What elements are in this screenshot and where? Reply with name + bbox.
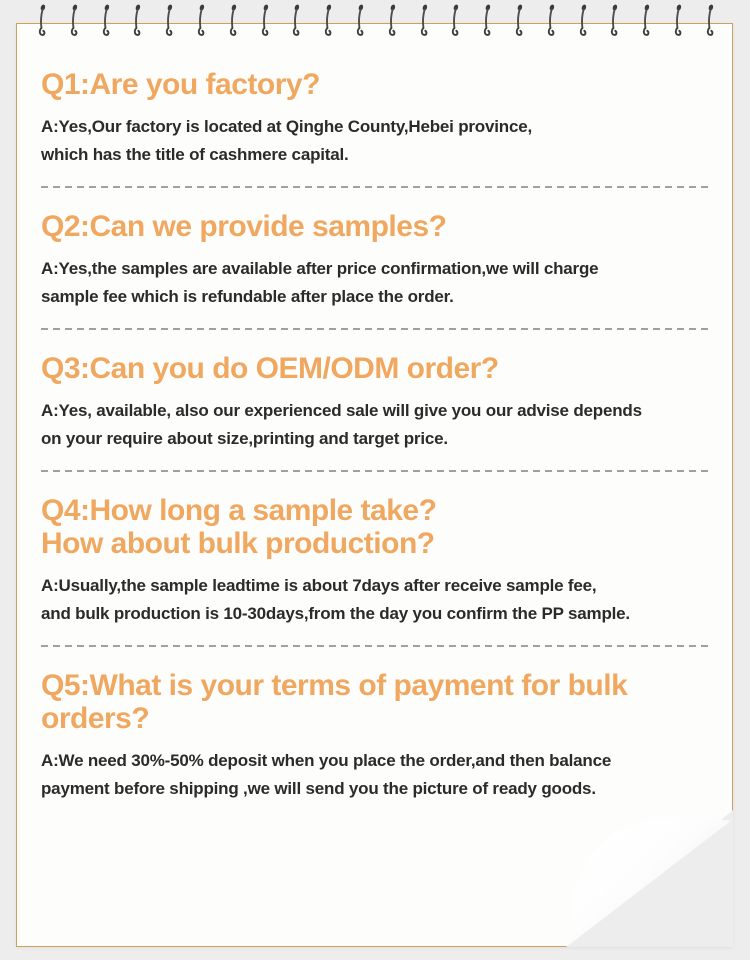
question-line: Q5:What is your terms of payment for bulk [41, 669, 628, 702]
answer-line: and bulk production is 10-30days,from the day you confirm the PP sample. [41, 604, 630, 623]
answer-text [41, 113, 720, 169]
answer-line: A:Yes, available, also our experienced sale will give you our advise depends [41, 401, 642, 420]
answer-line: sample fee which is refundable after place the order. [41, 287, 454, 306]
question-line: orders? [41, 702, 150, 735]
question-heading [41, 210, 720, 243]
faq-item-q5 [41, 669, 720, 803]
answer-line: A:Usually,the sample leadtime is about 7days after receive sample fee, [41, 576, 597, 595]
question-line: How about bulk production? [41, 527, 435, 560]
answer-line: which has the title of cashmere capital. [41, 145, 349, 164]
question-heading [41, 352, 720, 385]
answer-line: A:We need 30%-50% deposit when you place the order,and then balance [41, 751, 612, 770]
answer-line: A:Yes,Our factory is located at Qinghe County,Hebei province, [41, 117, 532, 136]
faq-item-q4 [41, 494, 720, 647]
question-heading [41, 669, 720, 735]
answer-text [41, 397, 720, 453]
faq-item-q3 [41, 352, 720, 472]
faq-item-q1 [41, 68, 720, 188]
question-line: Q3:Can you do OEM/ODM order? [41, 352, 499, 385]
question-line: Q1:Are you factory? [41, 68, 320, 101]
dashed-separator [41, 645, 710, 647]
dashed-separator [41, 328, 710, 330]
answer-text [41, 572, 720, 628]
answer-line: A:Yes,the samples are available after price confirmation,we will charge [41, 259, 599, 278]
answer-line: on your require about size,printing and target price. [41, 429, 448, 448]
answer-text [41, 255, 720, 311]
answer-line: payment before shipping ,we will send you the picture of ready goods. [41, 779, 596, 798]
answer-text [41, 747, 720, 803]
dashed-separator [41, 470, 710, 472]
question-line: Q2:Can we provide samples? [41, 210, 447, 243]
dashed-separator [41, 186, 710, 188]
question-heading [41, 68, 720, 101]
question-line: Q4:How long a sample take? [41, 494, 437, 527]
faq-item-q2 [41, 210, 720, 330]
notebook-page [16, 23, 733, 947]
question-heading [41, 494, 720, 560]
